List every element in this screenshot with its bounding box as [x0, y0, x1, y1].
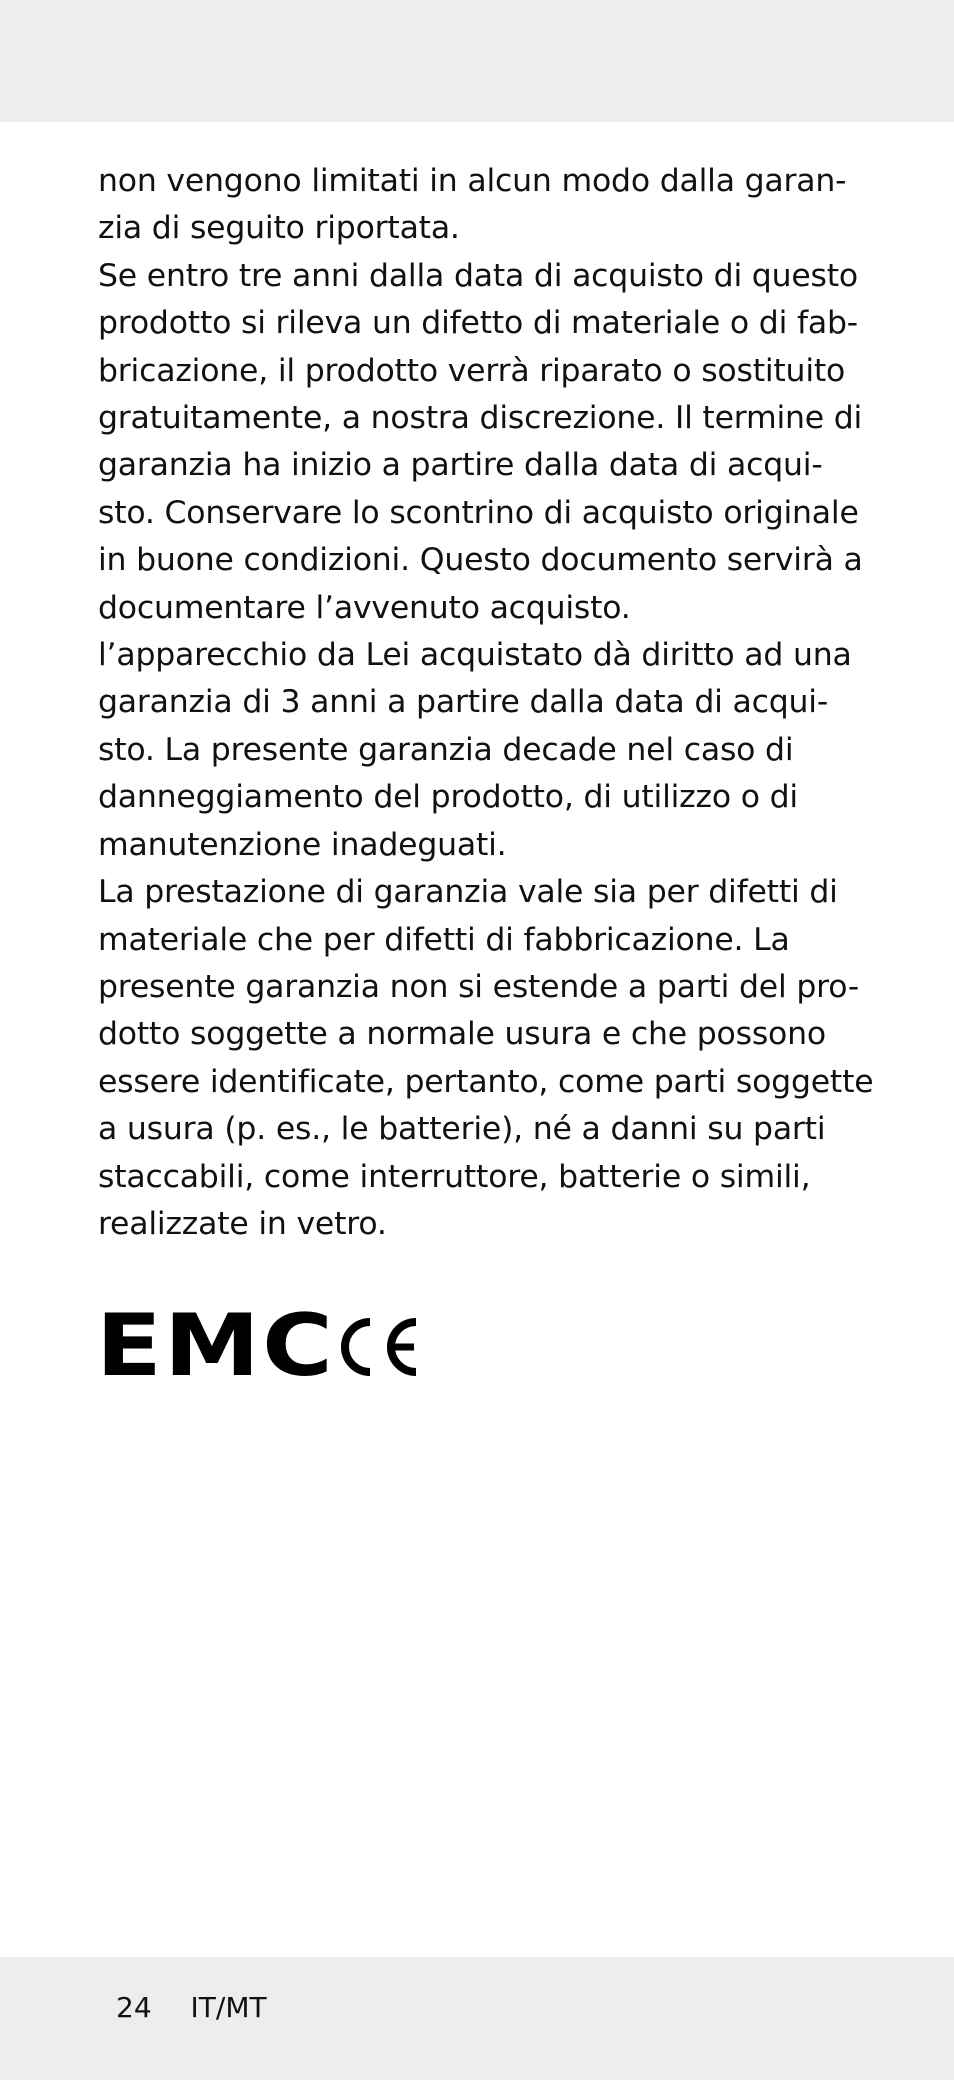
locale-label: IT/MT [190, 1991, 267, 2024]
body-line: dotto soggette a normale usura e che possono [98, 1016, 826, 1053]
body-line: a usura (p. es., le batterie), né a danni su parti [98, 1111, 826, 1148]
body-line: garanzia di 3 anni a partire dalla data di acqui- [98, 684, 828, 721]
body-line: bricazione, il prodotto verrà riparato o sostituito [98, 352, 846, 389]
body-line: manutenzione inadeguati. [98, 826, 507, 863]
emc-logo: EMC [96, 1296, 336, 1396]
page-footer [116, 1990, 267, 2026]
body-line: La prestazione di garanzia vale sia per difetti di [98, 874, 838, 911]
body-line: materiale che per difetti di fabbricazione. La [98, 921, 790, 958]
body-line: in buone condizioni. Questo documento servirà a [98, 542, 863, 579]
body-line: Se entro tre anni dalla data di acquisto di questo [98, 257, 858, 294]
body-line: staccabili, come interruttore, batterie o simili, [98, 1158, 811, 1195]
ce-mark-icon [332, 1316, 422, 1378]
body-line: garanzia ha inizio a partire dalla data di acqui- [98, 447, 823, 484]
warranty-text [98, 158, 874, 1248]
certification-marks [96, 1296, 336, 1396]
body-line: presente garanzia non si estende a parti del pro- [98, 968, 860, 1005]
body-line: essere identificate, pertanto, come parti soggette [98, 1063, 874, 1100]
body-line: prodotto si rileva un difetto di materiale o di fab- [98, 305, 858, 342]
body-line: zia di seguito riportata. [98, 210, 460, 247]
body-line: realizzate in vetro. [98, 1205, 387, 1242]
body-line: documentare l’avvenuto acquisto. [98, 589, 631, 626]
page-number: 24 [116, 1991, 152, 2024]
body-line: l’apparecchio da Lei acquistato dà diritto ad una [98, 637, 852, 674]
body-line: non vengono limitati in alcun modo dalla garan- [98, 163, 847, 199]
top-band [0, 0, 954, 122]
body-line: danneggiamento del prodotto, di utilizzo o di [98, 779, 798, 816]
body-line: gratuitamente, a nostra discrezione. Il termine di [98, 400, 863, 437]
body-line: sto. La presente garanzia decade nel caso di [98, 731, 794, 768]
body-line: sto. Conservare lo scontrino di acquisto originale [98, 494, 859, 531]
